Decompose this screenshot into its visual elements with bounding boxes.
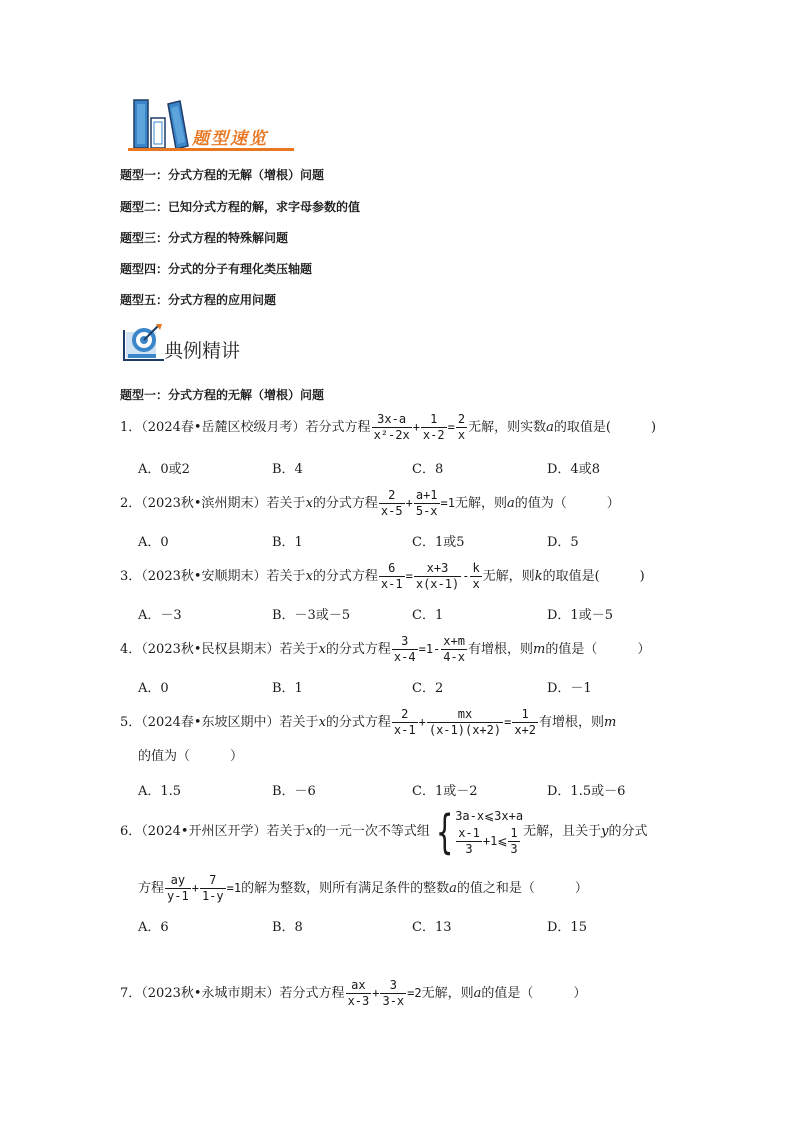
q7-frac1: $\frac{ax}{x-3}$	[347, 978, 370, 1008]
q3-frac1: $\frac{6}{x-1}$	[380, 561, 403, 591]
section-header-overview	[128, 98, 298, 154]
toc-item-4[interactable]: 题型四：分式的分子有理化类压轴题	[120, 262, 313, 276]
q1-frac3: $\frac{2}{x}$	[457, 412, 466, 442]
system-brace: {	[435, 804, 454, 859]
section-heading: 题型一：分式方程的无解（增根）问题	[120, 388, 325, 402]
target-icon	[120, 322, 166, 366]
toc-item-5[interactable]: 题型五：分式方程的应用问题	[120, 293, 277, 307]
q3-frac3: $\frac{k}{x}$	[472, 561, 480, 591]
toc-item-3[interactable]: 题型三：分式方程的特殊解问题	[120, 231, 289, 245]
q2-option-b[interactable]: B．1	[272, 535, 303, 550]
question-6-line2: 方程 $\frac{ay}{y-1}$ + $\frac{7}{1-y}$ =1的解为整数，则所有满足条件的整数a的值之和是（ ）	[138, 873, 588, 903]
q6-frac2: $\frac{7}{1-y}$	[201, 873, 224, 903]
question-7: 7．（2023秋•永城市期末）若分式方程 $\frac{ax}{x-3}$ + $\frac{3}{3-x}$ =2无解，则a的值是（ ）	[120, 978, 587, 1008]
q5-option-d[interactable]: D．1.5或－6	[547, 784, 626, 799]
q1-option-a[interactable]: A．0或2	[138, 462, 190, 477]
inequality-system: 3a-x⩽3x+a $\frac{x-1}{3}$ +1⩽ $\frac{1}{3}$	[455, 809, 524, 856]
q4-option-c[interactable]: C．2	[412, 681, 444, 696]
q5-option-b[interactable]: B．－6	[272, 784, 316, 799]
q1-frac2: $\frac{1}{x-2}$	[422, 412, 445, 442]
q1-source: （2024春•岳麓区校级月考）	[141, 420, 306, 435]
q4-option-d[interactable]: D．－1	[547, 681, 592, 696]
overview-title: 题型速览	[192, 129, 268, 149]
q5-option-c[interactable]: C．1或－2	[412, 784, 478, 799]
q1-frac1: $\frac{3x-a}{\text{x²-2x}}$	[373, 412, 410, 442]
question-5: 5．（2024春•东坡区期中）若关于x的分式方程 $\frac{2}{x-1}$ + $\frac{mx}{(x-1)(x+2)}$ = $\frac{1}{x+2}$ 有增根，则m	[120, 707, 617, 737]
q2-frac2: $\frac{a+1}{5-x}$	[415, 488, 438, 518]
q5-option-a[interactable]: A．1.5	[138, 784, 182, 799]
q4-frac2: $\frac{x+m}{4-x}$	[443, 634, 465, 664]
q3-option-d[interactable]: D．1或－5	[547, 608, 613, 623]
q6-frac1: $\frac{ay}{y-1}$	[167, 873, 189, 903]
question-3: 3．（2023秋•安顺期末）若关于x的分式方程 $\frac{6}{x-1}$ = $\frac{x+3}{x(x-1)}$ - $\frac{k}{x}$ 无解，则k的取值是( )	[120, 561, 645, 591]
question-2: 2．（2023秋•滨州期末）若关于x的分式方程 $\frac{2}{x-5}$ + $\frac{a+1}{5-x}$ =1无解，则a的值为（ ）	[120, 488, 620, 518]
q4-option-b[interactable]: B．1	[272, 681, 303, 696]
q5-frac3: $\frac{1}{x+2}$	[514, 707, 537, 737]
q3-option-a[interactable]: A．－3	[138, 608, 182, 623]
question-6: 6．（2024•开州区开学）若关于x的一元一次不等式组 { 3a-x⩽3x+a $\frac{x-1}{3}$ +1⩽ $\frac{1}{3}$ 无解，且关于y的分式	[120, 804, 648, 859]
q5-frac1: $\frac{2}{x-1}$	[393, 707, 416, 737]
q4-frac1: $\frac{3}{x-4}$	[393, 634, 416, 664]
q4-option-a[interactable]: A．0	[138, 681, 169, 696]
q1-option-b[interactable]: B．4	[272, 462, 303, 477]
q1-pre: 若分式方程	[305, 420, 371, 435]
q2-option-c[interactable]: C．1或5	[412, 535, 465, 550]
q7-frac2: $\frac{3}{3-x}$	[382, 978, 405, 1008]
examples-title: 典例精讲	[164, 340, 241, 362]
q2-option-d[interactable]: D．5	[547, 535, 579, 550]
q6-option-b[interactable]: B．8	[272, 920, 303, 935]
section-header-examples	[120, 322, 260, 368]
q3-option-c[interactable]: C．1	[412, 608, 444, 623]
q1-option-d[interactable]: D．4或8	[547, 462, 600, 477]
q3-option-b[interactable]: B．－3或－5	[272, 608, 351, 623]
q3-frac2: $\frac{x+3}{x(x-1)}$	[415, 561, 460, 591]
q2-option-a[interactable]: A．0	[138, 535, 169, 550]
q1-option-c[interactable]: C．8	[412, 462, 444, 477]
question-4: 4．（2023秋•民权县期末）若关于x的分式方程 $\frac{3}{x-4}$ =1- $\frac{x+m}{4-x}$ 有增根，则m的值是（ ）	[120, 634, 651, 664]
toc-item-2[interactable]: 题型二：已知分式方程的解，求字母参数的值	[120, 200, 361, 214]
q1-post: 无解，则实数	[468, 420, 547, 435]
q6-option-a[interactable]: A．6	[138, 920, 169, 935]
q5-frac2: $\frac{mx}{(x-1)(x+2)}$	[428, 707, 502, 737]
books-icon	[128, 98, 190, 152]
q2-frac1: $\frac{2}{x-5}$	[380, 488, 403, 518]
q6-option-c[interactable]: C．13	[412, 920, 452, 935]
toc-item-1[interactable]: 题型一：分式方程的无解（增根）问题	[120, 168, 325, 182]
q1-number: 1．	[120, 420, 142, 435]
q6-option-d[interactable]: D．15	[547, 920, 587, 935]
question-5-line2: 的值为（ ）	[138, 749, 244, 764]
question-1: 1．（2024春•岳麓区校级月考）若分式方程 $\frac{3x-a}{\text{x²-2x}}$ + $\frac{1}{x-2}$ = $\frac{2}{x}$ 无解，则实数a的取值是( )	[120, 412, 657, 442]
